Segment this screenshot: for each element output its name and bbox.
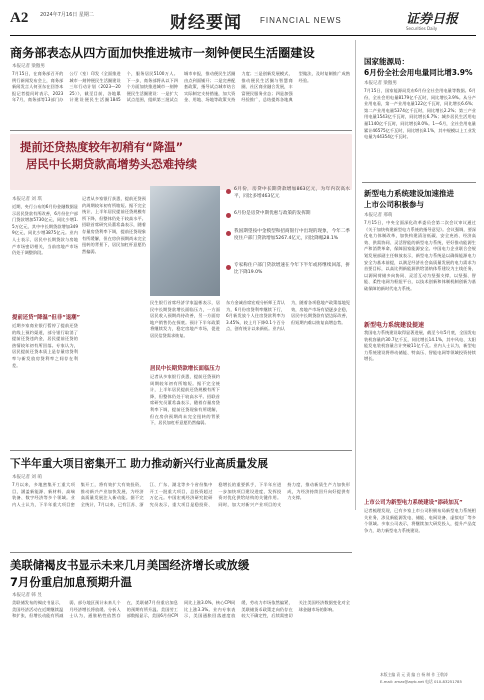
feature-body-left2: 近期多家商业银行暂停了提前还贷的线上预约渠道，部分银行取消了提前还贷违约金，居民提前还贷的热情较年初有所回落。专家认为，居民提前还贷本质上是存量房贷利率与新发放房贷利率之间存在利差。 bbox=[12, 323, 78, 368]
story3-headline2: 7月份重启加息预期升温 bbox=[10, 575, 132, 589]
feature-body-mid2: 记者从多家银行获悉，提前还贷预约周期较年初有所缩短。据不完全统计，上半年居民提前还贷规模有所下降，但整体仍处于较高水平。招联首席研究员董希淼表示，随着存量房贷利率下调，提前还贷现象有所缓解，但在房价预期尚未完全扭转的背景下，居民加杠杆意愿仍然偏弱。 bbox=[150, 374, 220, 426]
sidebar-item2-body3: 记者梳理发现，已有多家上市公司积极布局新型电力系统相关业务，涉及新能源发电、储能、电网设备、虚拟电厂等多个领域。多家公司表示，将继续加大研发投入，提升产品竞争力，助力新型电力系统建设。 bbox=[364, 508, 476, 533]
story2-body: 7月以来，多地密集开工重大项目，涵盖新能源、新材料、高端装备、数字经济等多个领域。业内人士认为，下半年重大项目密集开工，将有效扩大有效投资，推动新兴产业加快发展，为经济高质量发展注入新动能。据不完全统计，7月以来，已有江苏、浙江、广东、湖北等多个省份集中开工一批重大项目，总投资超过万亿元。中国宏观经济研究院研究员表示，重大项目是稳投资、稳增长的重要抓手，下半年应进一步加快项目建设进度，发挥投资对优化供给结构的关键作用。同时，加大对新兴产业项目的支持力度，推动新质生产力加快形成，为经济持续回升向好提供有力支撑。 bbox=[12, 482, 350, 507]
story3-headline1: 美联储褐皮书显示未来几月美国经济增长或放缓 bbox=[10, 558, 250, 572]
feature-photo bbox=[150, 186, 220, 296]
sidebar-item2-subhead1: 新型电力系统建设提速 bbox=[364, 322, 425, 329]
lead-headline: 商务部表态从四方面加快推进城市一刻钟便民生活圈建设 bbox=[10, 46, 315, 60]
feature-bullet: 我国期望按中金模型和招商银行中出现的现象，今年二季度住户部门贷款增加5267.4亿元，同比降幅28.1% bbox=[234, 229, 350, 241]
feature-bullet: 专家称住户部门贷款增速在今年下半年或将继续回落，拼比下降19.0% bbox=[234, 263, 350, 275]
bullet-icon bbox=[226, 265, 231, 270]
feature-bullet: 6月份是房贷中期优惠与政策的发挥期 bbox=[234, 211, 311, 216]
masthead bbox=[10, 6, 476, 36]
page-date: 2024年7月16日 星期二 bbox=[40, 12, 94, 18]
sidebar-item2-byline: 本报记者 邢萌 bbox=[364, 213, 393, 218]
sidebar-item1-body: 7月15日，国家能源局发布6月份全社会用电量等数据。6月份，全社会用电量8179亿千瓦时，同比增长3.9%。从分产业用电看，第一产业用电量122亿千瓦时，同比增长6.6%；第二产业用电量5374亿千瓦时，同比增长2.2%；第三产业用电量1543亿千瓦时，同比增长6.7%；城乡居民生活用电量1140亿千瓦时，同比增长8.0%。1—6月，全社会用电量累计46575亿千瓦时，同比增长8.1%，其中规模以上工业发电量为44354亿千瓦时。 bbox=[364, 88, 476, 140]
feature-body-right: 东方金诚首席宏观分析师王青认为，6月份房贷利率继续下行，6月新发放个人住房贷款利率为3.45%，较上月下降0.1个百分点，创有统计以来新低。业内认为，随着各项稳地产政策落地见效，房地产市场有望逐步企稳，居民中长期贷款有望边际改善，但短期内难以恢复高增态势。 bbox=[226, 300, 350, 332]
sidebar-item2-subhead2: 上市公司为新型电力系统建设“添砖加瓦” bbox=[364, 500, 463, 506]
feature-byline: 本报记者 刘 琪 bbox=[12, 197, 42, 202]
divider bbox=[10, 552, 352, 553]
bullet-icon bbox=[226, 231, 231, 236]
newspaper-logo-sub: Securities Daily bbox=[406, 26, 438, 31]
story2-byline: 本报记者 刘 萌 bbox=[12, 475, 42, 480]
sidebar-item1-subtitle: 6月份全社会用电量同比增3.9% bbox=[364, 68, 473, 77]
lead-body: 7月15日，在商务部召开的例行新闻发布会上，商务部新闻发言人何亚东在回答本报记者提问时表示，2023年7月，商务部等13部门办公厅（室）印发《全面推进城市一刻钟便民生活圈建设三年行动计划（2023—2025）》，截至目前，各地累计建设便民生活圈1845个，服务居民5100万人。下一步，商务部将从以下四个方面加快推进城市一刻钟便民生活圈建设：一是扩大试点范围，组织第三批试点城市申报，推动便民生活圈由点到面铺开；二是完善配套政策，指导试点城市结合实际制定支持措施，加大资金、用地、场地等政策支持力度；三是创新发展模式，推动便民生活圈与智慧商圈、社区商业融合发展，丰富便民服务业态；四是加强经验推广，总结提炼各地典型做法，及时复制推广成熟经验。 bbox=[12, 71, 350, 103]
section-title: 财经要闻 bbox=[170, 13, 242, 33]
sidebar-item2-body2: 我国电力系统建设取得显著进展，截至今年5月底，全国发电装机容量约30.7亿千瓦，同比增长14.1%，其中风电、太阳能发电装机容量合计突破11亿千瓦。业内人士认为，新型电力系统建设将带动储能、特高压、智能电网等领域投资持续增长。 bbox=[364, 330, 476, 362]
divider bbox=[362, 182, 476, 183]
sidebar-item2-subtitle: 上市公司积极参与 bbox=[364, 200, 424, 209]
newspaper-logo: 证券日报 bbox=[406, 12, 459, 27]
feature-bullet: 6月份，房贷中长期贷款增加863亿元，为年内次高水平，同比多增463亿元 bbox=[234, 187, 350, 199]
story2-headline: 下半年重大项目密集开工 助力推动新兴行业高质量发展 bbox=[10, 458, 268, 470]
sidebar-item1-title: 国家能源局： bbox=[364, 57, 409, 66]
story3-body: 美联储发布的褐皮书显示，美国经济活动在近期继续温和扩张，但增长动能有所减弱，部分地区预计未来几个月经济增长将放缓。分析人士认为，通胀粘性依然存在，美联储7月份重启加息的预期有所升温。美国劳工部数据显示，美国6月份CPI同比上涨3.0%，核心CPI同比上涨3.3%。业内专家表示，美国通胀回落速度放缓，劳动力市场依然偏紧，美联储货币政策走向仍存在较大不确定性，后续需密切关注美国经济数据变化对全球金融市场的影响。 bbox=[12, 600, 350, 619]
feature-body-left: 近期，央行公布的6月份金融数据显示居民贷款有所改善，6月份住户部门贷款增加5730亿元，同比少增1.5万亿元，其中中长期贷款增加3499亿元，同比少增3875亿元。业内人士表示，居民中长期贷款与房地产市场密切相关，当前房地产市场仍处于调整阶段。 bbox=[12, 204, 78, 256]
feature-subhead-left: 提前还贷“降温”但非“退潮” bbox=[12, 315, 81, 321]
feature-subhead-mid: 居民中长期贷款增长面临压力 bbox=[150, 366, 221, 372]
feature-body-mid: 民生银行首席经济学家温彬表示，居民中长期贷款增长面临压力，一方面居民收入预期尚待改善，另一方面房地产销售仍在探底。预计下半年政策将继续发力，稳定房地产市场，促进居民信贷需求恢复。 bbox=[150, 300, 220, 338]
feature-headline1: 提前还贷热度较年初稍有“降温” bbox=[20, 140, 184, 154]
divider bbox=[10, 130, 352, 131]
page-credits: 本版主编 袁 元 责 编 白 杨 制 作 王敬涛 bbox=[380, 672, 448, 677]
sidebar-item2-body: 7月15日，中央全面深化改革委员会第二次会议审议通过《关于加快构建新型电力系统的指导意见》。会议强调，要深化电力体制改革，加快构建清洁低碳、安全充裕、经济高效、供需协同、灵活智能的新型电力系统，更好推动能源生产和消费革命，保障国家能源安全。中国电力企业联合会规划发展部副主任韩放表示，新型电力系统是以确保能源电力安全为基本前提，以满足经济社会高质量发展的电力需求为首要目标，以高比例新能源供给消纳体系建设为主线任务，以源网荷储多向协同、灵活互动为坚强支撑，以坚强、智能、柔性电网为枢纽平台，以技术创新和体制机制创新为基础保障的新时代电力系统。 bbox=[364, 220, 476, 291]
lead-byline: 本报记者 梁傲男 bbox=[12, 64, 45, 69]
divider bbox=[10, 450, 352, 451]
bullet-icon bbox=[226, 189, 231, 194]
sidebar-item2-title: 新型电力系统建设加速推进 bbox=[364, 189, 454, 198]
column-divider bbox=[355, 40, 356, 510]
section-title-en: FINANCIAL NEWS bbox=[260, 16, 342, 25]
story3-byline: 本报记者 韩 昱 bbox=[12, 593, 42, 598]
sidebar-item1-byline: 本报记者 梁傲男 bbox=[364, 81, 397, 86]
bullet-icon bbox=[226, 213, 231, 218]
feature-body-left3: 记者从多家银行获悉，提前还贷预约周期较年初有所缩短。据不完全统计，上半年居民提前还贷规模有所下降，但整体仍处于较高水平。招联首席研究员董希淼表示，随着存量房贷利率下调，提前还贷现象有所缓解，但在房价预期尚未完全扭转的背景下，居民加杠杆意愿仍然偏弱。 bbox=[82, 196, 146, 254]
page-contact: E-mail: zmzx@zqrb.net 电话 010-83251785 bbox=[380, 679, 462, 684]
feature-headline2: 居民中长期贷款高增势头恐难持续 bbox=[26, 157, 197, 171]
page-number: A2 bbox=[10, 10, 29, 26]
